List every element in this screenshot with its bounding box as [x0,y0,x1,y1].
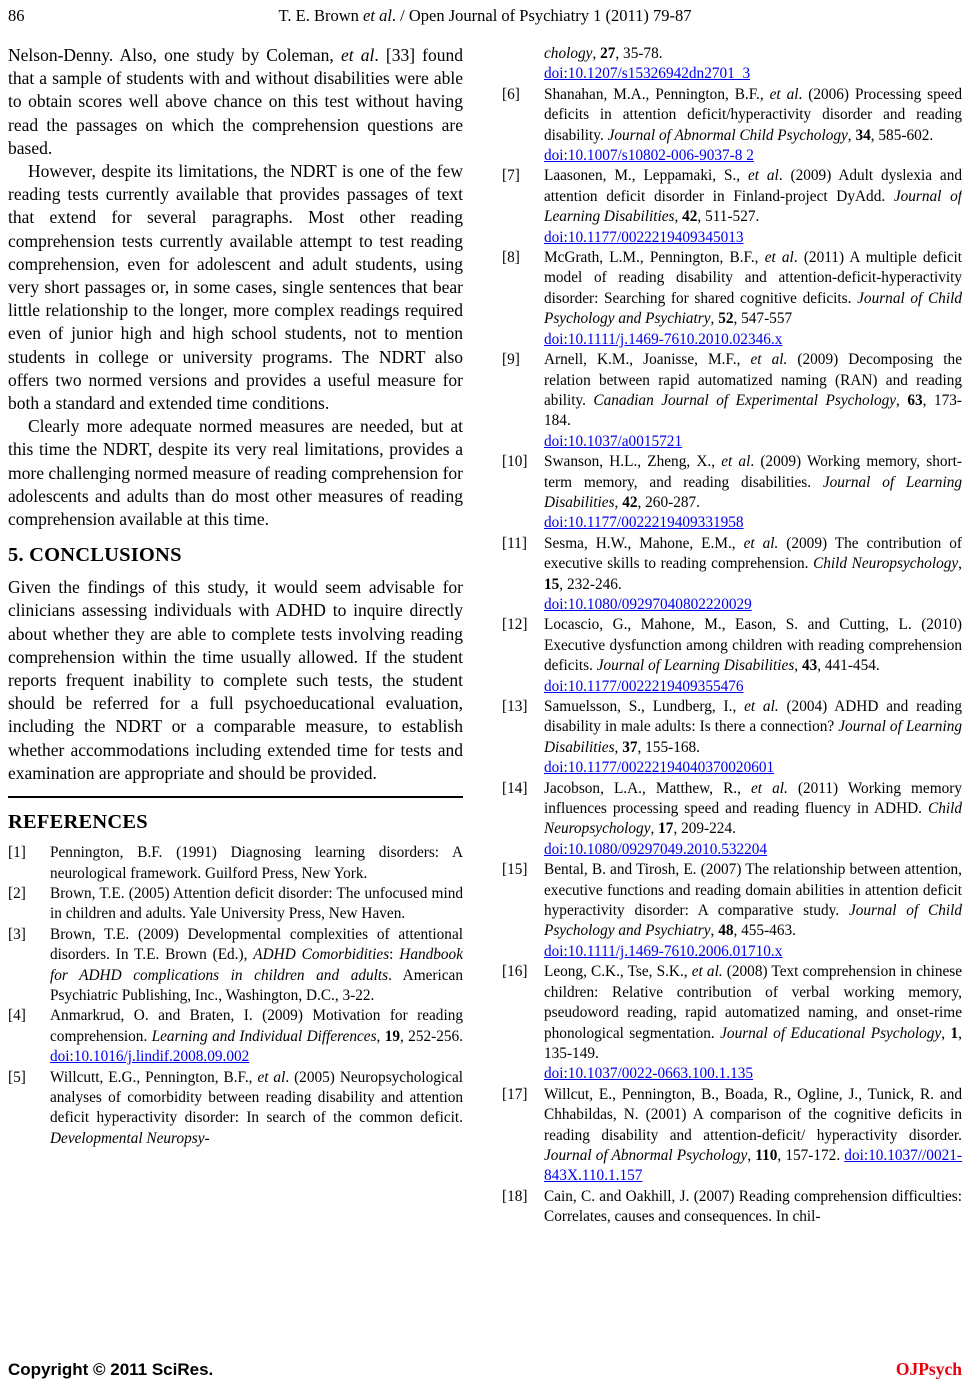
reference-number: [18] [502,1187,528,1205]
text-run: et al [363,6,392,25]
reference-number: [7] [502,167,520,185]
text-run: Shanahan, M.A., Pennington, B.F., [544,85,770,103]
reference-number: [8] [502,249,520,267]
conclusions-paragraph [8,576,463,785]
text-run: chology [544,45,593,62]
reference-text [544,535,962,616]
text-run: , [614,738,623,756]
reference-item [502,779,962,861]
text-run: , 441-454. [817,657,880,675]
text-run: Anmarkrud, O. and Braten, I. (2009) Motivation for reading comprehension. [50,1007,463,1045]
doi-link[interactable]: doi:10.1016/j.lindif.2008.09.002 [50,1048,250,1066]
reference-item [502,350,962,452]
text-run: et al [257,1068,286,1086]
reference-item [502,85,962,167]
text-run: , [650,820,659,838]
text-run: , 511-527. [697,208,760,226]
text-run: , [747,1146,756,1164]
text-run: et al [769,85,799,103]
text-run: . (2009) Adult dyslexia and attention deficit disorder in Finland-project DyAdd. [544,167,962,205]
body-paragraph [8,415,463,531]
reference-text [544,616,962,697]
reference-number: [2] [8,884,26,902]
text-run: Bental, B. and Tirosh, E. (2007) The relationship between attention, executive functions and reading domain abilities in attention deficit hyperactivity disorder: A comparative study. [544,861,962,920]
two-column-body [8,44,962,1356]
text-run: 27 [600,45,616,62]
reference-item [8,925,463,1007]
text-run: Given the findings of this study, it would seem advisable for clinicians assessing individuals with ADHD to inquire directly about whether they are able to complete tests involving reading comprehension within the time usually allowed. If the student reports frequent inability to complete such tests, the student should be referred for a full psychoeducational evaluation, including the NDRT or a comparable measure, to establish whether accommodations including extended time for tests and examination are appropriate and should be provided. [8,577,463,783]
text-run: Nelson-Denny. Also, one study by Coleman, [8,45,341,65]
reference-number: [16] [502,963,528,981]
text-run: , 232-246. [559,575,622,593]
reference-item [502,697,962,779]
text-run: Journal of Learning Disabilities [596,657,795,675]
body-paragraph [8,44,463,160]
doi-link[interactable]: doi:10.1177/0022219409345013 [544,228,744,246]
text-run: et al. [744,698,779,715]
reference-text [544,167,962,248]
reference-item [502,962,962,1084]
reference-text [544,1086,962,1185]
reference-item [8,1006,463,1067]
reference-text [544,249,962,350]
reference-text [50,885,463,922]
text-run: 15 [544,575,560,593]
text-run: . American Psychiatric Publishing, Inc., Washington, D.C., 3-22. [50,966,463,1004]
references-heading: REFERENCES [8,811,148,834]
page-footer [8,1359,962,1380]
text-run: 48 [718,922,734,940]
text-run: . (2005) Neuropsychological analyses of comorbidity between reading disability and attention deficit hyperactivity disorder: In search of the common deficit. [50,1068,463,1127]
text-run: Child Neuropsychology [544,800,962,838]
text-run: , 455-463. [733,922,796,940]
reference-item [502,534,962,616]
text-run: , 35-78. [615,45,663,62]
reference-item [502,452,962,534]
copyright-notice: Copyright © 2011 SciRes. [8,1360,214,1379]
reference-list-right [502,85,962,1228]
reference-number: [1] [8,844,26,862]
reference-number: [10] [502,453,528,471]
text-run: Journal of Learning Disabilities [544,718,962,756]
doi-link[interactable]: doi:10.1207/s15326942dn2701_3 [544,65,751,83]
reference-text [544,1188,962,1225]
running-title [8,6,962,26]
text-run: , [896,391,908,409]
left-column [8,44,463,1356]
reference-item [8,884,463,925]
doi-link[interactable]: doi:10.1080/09297040802220029 [544,595,752,613]
reference-text [544,351,962,452]
text-run: , 547-557 [733,310,793,328]
text-run: , 585-602. [870,126,934,144]
doi-link[interactable]: doi:10.1080/09297049.2010.532204 [544,840,768,858]
reference-number: [15] [502,861,528,879]
reference-continuation [502,44,962,85]
text-run: Arnell, K.M., Joanisse, M.F., [544,351,751,369]
text-run: et al [747,167,779,185]
text-run: et al. [750,351,788,369]
text-run: , [847,126,856,144]
body-paragraphs [8,44,463,531]
reference-text [544,86,962,167]
reference-item [502,166,962,248]
reference-number: [17] [502,1085,528,1103]
text-run: et al [340,45,375,65]
reference-text [544,780,962,861]
text-run: Swanson, H.L., Zheng, X., [544,453,722,471]
reference-number: [4] [8,1007,26,1025]
text-run: . (2009) Working memory, short-term memory, and reading disabilities. [544,453,962,491]
reference-text [50,844,463,881]
reference-item [8,1068,463,1150]
text-run: , 260-287. [637,493,700,511]
text-run: et al [764,249,794,267]
reference-item [502,248,962,350]
text-run: 42 [622,493,638,511]
text-run: 19 [384,1027,400,1045]
text-run: . [33] found that a sample of students with and without disabilities were able to obtain scores well above chance on this test without having read the passages on which the comprehension questions are based. [8,45,463,158]
text-run: , 209-224. [673,820,736,838]
text-run: , [941,1024,951,1042]
text-run: Laasonen, M., Leppamaki, S., [544,167,748,185]
doi-link[interactable]: doi:10.1177/0022219409355476 [544,677,744,695]
doi-link[interactable]: doi:10.1111/j.1469-7610.2006.01710.x [544,942,783,960]
text-run: (2008) Text comprehension in chinese children: Relative contribution of verbal working memory, pseudoword reading, rapid automatized naming, and onset-rime phonological segmentation. [544,963,962,1042]
reference-list-left [8,843,463,1149]
text-run: et al. [691,963,723,981]
text-run: . (2006) Processing speed deficits in attention deficit/hyperactivity disorder and reading disability. [544,85,962,144]
doi-link[interactable]: doi:10.1037/0022-0663.100.1.135 [544,1065,754,1083]
doi-link[interactable]: doi:10.1007/s10802-006-9037-8 2 [544,147,754,165]
reference-number: [11] [502,534,527,552]
reference-text [50,1007,463,1065]
text-run: 1 [950,1024,959,1042]
text-run: Child Neuropsychology [813,555,959,573]
text-run: 52 [718,310,734,328]
text-run: , [794,657,802,675]
text-run: Developmental Neuropsy- [50,1129,210,1147]
text-run: , [710,922,719,940]
body-paragraph [8,160,463,415]
reference-item [502,860,962,962]
reference-text [544,963,962,1084]
text-run: Willcut, E., Pennington, B., Boada, R., Ogline, J., Tunick, R. and Chhabildas, N. (2001) A comparison of the cognitive deficits in reading disability and attention-deficit/ hyperactivity disorder. [544,1085,962,1144]
reference-number: [12] [502,616,528,634]
reference-text [544,698,962,779]
text-run: 37 [622,738,638,756]
reference-number: [3] [8,925,26,943]
text-run: Journal of Abnormal Child Psychology [607,126,848,144]
text-run: ADHD Comorbidities [253,946,390,964]
text-run: , [614,493,623,511]
references-divider [8,796,463,798]
text-run: , [710,310,719,328]
text-run: , 173-184. [544,391,962,430]
text-run: , [592,45,601,62]
text-run: , 252-256. [400,1027,463,1045]
text-run: 17 [658,820,674,838]
text-run: 63 [907,391,923,409]
reference-item [8,843,463,884]
reference-number: [9] [502,351,520,369]
text-run: et al. [751,779,788,797]
text-run: Canadian Journal of Experimental Psychology [593,391,897,409]
text-run: , 135-149. [544,1024,962,1062]
reference-item [502,1085,962,1187]
text-run: Handbook for ADHD complications in children and adults [50,946,463,984]
conclusions-heading: 5. CONCLUSIONS [8,544,182,567]
text-run: Sesma, H.W., Mahone, E.M., [544,534,744,552]
text-run: (2004) ADHD and reading disability in male adults: Is there a connection? [544,698,962,736]
text-run: Locascio, G., Mahone, M., Eason, S. and Cutting, L. (2010) Executive dysfunction among children with reading comprehension deficits. [544,616,962,675]
text-run: . / Open Journal of Psychiatry 1 (2011) 79-87 [391,6,692,25]
doi-link[interactable]: doi:10.1037/a0015721 [544,432,683,450]
text-run: et al. [743,534,779,552]
reference-text [544,861,962,962]
text-run: However, despite its limitations, the NDRT is one of the few reading tests currently available that provides passages of text that extend for several paragraphs. Most other reading comprehension tests currently available attempt to test reading comprehension, even for adolescent and adult students, using very short passages or, in some cases, single sentences that bear little relationship to the longer, more complex readings required even of junior high and high school students, not to mention students in college or university programs. The NDRT also offers two normed versions and provides a useful measure for both a standard and extended time conditions. [8,161,463,414]
text-run: Jacobson, L.A., Matthew, R., [544,779,751,797]
text-run: (2009) The contribution of executive skills to reading comprehension. [544,534,962,573]
text-run: T. E. Brown [278,6,364,25]
text-run: Brown, T.E. (2005) Attention deficit disorder: The unfocused mind in children and adults. Yale University Press, New Haven. [50,884,463,923]
text-run: 43 [801,657,818,675]
text-run: Journal of Learning Disabilities [544,473,962,511]
text-run: , [674,208,683,226]
page-header [8,6,962,26]
text-run: Willcutt, E.G., Pennington, B.F., [50,1068,258,1086]
text-run: , 155-168. [637,738,700,756]
reference-number: [5] [8,1068,26,1086]
text-run: Journal of Abnormal Psychology [544,1146,748,1164]
reference-item [502,615,962,697]
text-run: : [389,946,400,964]
reference-item [502,1187,962,1228]
text-run: 110 [755,1146,778,1164]
text-run: Samuelsson, S., Lundberg, I., [544,698,745,715]
text-run: . (2011) A multiple deficit model of reading disability and attention-deficit-hyperactivity disorder: Searching for shared cognitive deficits. [544,249,962,307]
journal-abbrev: OJPsych [895,1359,962,1379]
reference-text [50,1069,463,1147]
reference-text [50,926,463,1004]
text-run: , [376,1027,385,1045]
text-run: 42 [682,208,698,226]
text-run: Leong, C.K., Tse, S.K., [544,963,692,981]
text-run: Brown, T.E. (2009) Developmental complexities of attentional disorders. In T.E. Brown (Ed.), [50,925,463,964]
page-number: 86 [8,6,25,25]
text-run: Learning and Individual Differences [151,1027,377,1045]
text-run: Journal of Child Psychology and Psychiatry [544,289,962,328]
text-run: et al [721,453,751,471]
right-column [502,44,962,1356]
text-run: (2011) Working memory influences processing speed and reading fluency in ADHD. [544,779,962,818]
text-run: McGrath, L.M., Pennington, B.F., [544,249,765,267]
text-run: Journal of Learning Disabilities [544,187,962,226]
doi-link[interactable]: doi:10.1037//0021-843X.110.1.157 [544,1146,962,1185]
text-run: , [958,555,962,573]
reference-number: [13] [502,698,528,715]
reference-number: [6] [502,85,520,103]
reference-text [544,453,962,534]
text-run: Pennington, B.F. (1991) Diagnosing learning disorders: A neurological framework. Guilford Press, New York. [50,844,463,882]
text-run: (2009) Decomposing the relation between rapid automatized naming (RAN) and reading ability. [544,351,962,409]
text-run: , 157-172. [777,1146,845,1164]
text-run: Journal of Child Psychology and Psychiatry [544,902,962,940]
text-run: Cain, C. and Oakhill, J. (2007) Reading comprehension difficulties: Correlates, causes and consequences. In chil- [544,1187,962,1226]
text-run: 34 [855,126,871,144]
doi-link[interactable]: doi:10.1111/j.1469-7610.2010.02346.x [544,330,783,348]
text-run: Clearly more adequate normed measures are needed, but at this time the NDRT, despite its very real limitations, provides a more challenging normed measure of reading comprehension for adolescents and adults than do most other measures of reading comprehension available at this time. [8,416,463,530]
doi-link[interactable]: doi:10.1177/0022219409331958 [544,514,744,532]
text-run: Journal of Educational Psychology [720,1024,942,1042]
doi-link[interactable]: doi:10.1177/00222194040370020601 [544,759,775,777]
reference-number: [14] [502,779,528,797]
